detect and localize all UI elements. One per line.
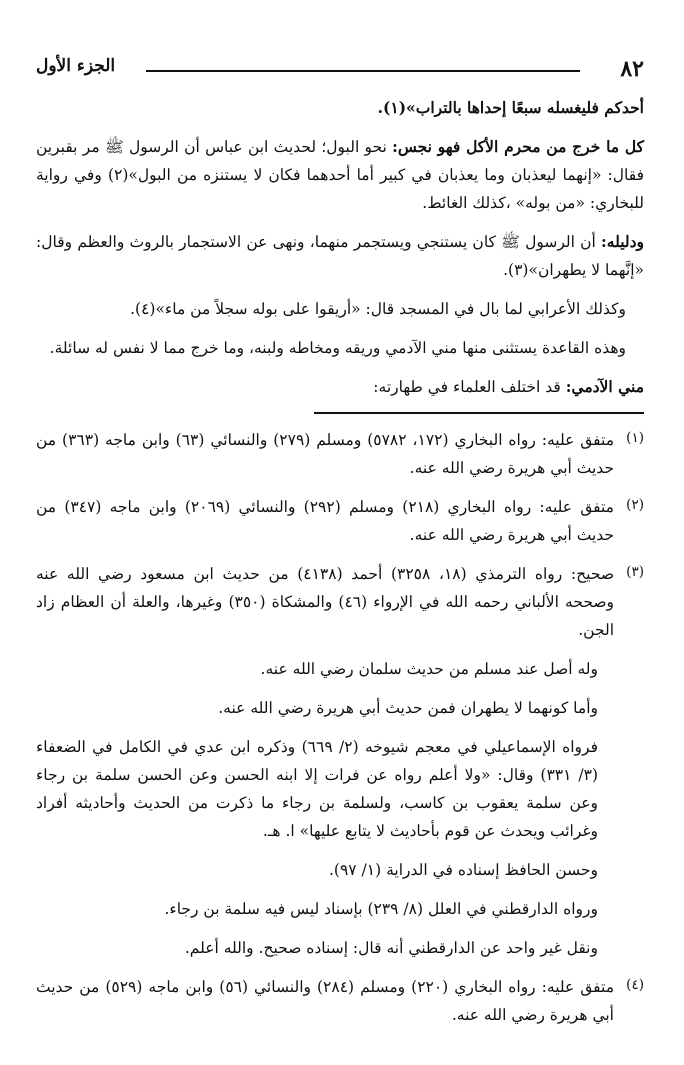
footnote-subtext: وأما كونهما لا يطهران فمن حديث أبي هريرة رضي الله عنه. (218, 699, 598, 717)
paragraph (36, 334, 644, 362)
footnote-number: (٢) (626, 497, 644, 513)
footnotes (36, 426, 644, 1029)
paragraph-lead: ودليله: (601, 232, 644, 251)
footnote-text: متفق عليه: رواه البخاري (١٧٢، ٥٧٨٢) ومسلم (٢٧٩) والنسائي (٦٣) وابن ماجه (٣٦٣) من حديث أبي هريرة رضي الله عنه. (36, 431, 614, 477)
paragraph-text: قد اختلف العلماء في طهارته: (373, 378, 566, 396)
page-body (36, 94, 644, 1040)
footnote-text: صحيح: رواه الترمذي (١٨، ٣٢٥٨) أحمد (٤١٣٨) من حديث ابن مسعود رضي الله عنه وصححه الألباني رحمه الله في الإرواء (٤٦) والمشكاة (٣٥٠) وغيرها، والعلة أن العظام زاد الجن. (36, 565, 614, 639)
paragraph-text: وكذلك الأعرابي لما بال في المسجد قال: «أريقوا على بوله سجلاً من ماء»(٤). (130, 300, 626, 318)
paragraph-text: أحدكم فليغسله سبعًا إحداها بالتراب»(١). (377, 98, 644, 117)
paragraph-text: أن الرسول ﷺ كان يستنجي ويستجمر منهما، ونهى عن الاستجمار بالروث والعظم وقال: «إنَّهما لا يطهران»(٣). (36, 233, 644, 279)
footnote-number: (١) (626, 430, 644, 446)
paragraph-text: وهذه القاعدة يستثنى منها مني الآدمي وريقه ومخاطه ولبنه، وما خرج مما لا نفس له سائلة. (49, 339, 626, 357)
header-rule (146, 70, 580, 72)
footnote-subtext: ورواه الدارقطني في العلل (٨/ ٢٣٩) بإسناد ليس فيه سلمة بن رجاء. (164, 900, 598, 918)
main-text (36, 94, 644, 401)
paragraph-lead: مني الآدمي: (565, 377, 644, 396)
footnote-number: (٤) (626, 977, 644, 993)
footnote-text: متفق عليه: رواه البخاري (٢٢٠) ومسلم (٢٨٤) والنسائي (٥٦) وابن ماجه (٥٢٩) من حديث أبي هريرة رضي الله عنه. (36, 978, 614, 1024)
footnote-subtext: وحسن الحافظ إسناده في الدراية (١/ ٩٧). (328, 861, 598, 879)
footnote-subtext: وله أصل عند مسلم من حديث سلمان رضي الله عنه. (260, 660, 598, 678)
page-number: ٨٢ (620, 56, 644, 82)
footnote (36, 973, 644, 1029)
paragraph (36, 94, 644, 122)
paragraph-text: نحو البول؛ لحديث ابن عباس أن الرسول ﷺ مر بقبرين فقال: «إنهما ليعذبان وما يعذبان في كبير أما أحدهما فكان لا يستنزه من البول»(٢) وفي رواية للبخاري: «من بوله» ،كذلك الغائط. (36, 138, 644, 212)
page-header (36, 56, 644, 86)
paragraph (36, 373, 644, 401)
footnote (36, 560, 644, 644)
footnote (36, 493, 644, 549)
paragraph (36, 295, 644, 323)
paragraph (36, 228, 644, 284)
footnote-number: (٣) (626, 564, 644, 580)
footnote (36, 426, 644, 482)
paragraph (36, 133, 644, 217)
footnote-text: متفق عليه: رواه البخاري (٢١٨) ومسلم (٢٩٢) والنسائي (٢٠٦٩) وابن ماجه (٣٤٧) من حديث أبي هريرة رضي الله عنه. (36, 498, 614, 544)
footnote-subtext: فرواه الإسماعيلي في معجم شيوخه (٢/ ٦٦٩) وذكره ابن عدي في الكامل في الضعفاء (٣/ ٣٣١) وقال: «ولا أعلم رواه عن فرات إلا ابنه الحسن وعن الحسن سلمة بن رجاء وعن سلمة يعقوب بن كاسب، ولسلمة بن رجاء ما ذكرت من الحديث وأحاديثه أفراد وغرائب ويحدث عن قوم بأحاديث لا يتابع عليها» ا. هـ. (36, 738, 599, 840)
paragraph-lead: كل ما خرج من محرم الأكل فهو نجس: (392, 137, 644, 156)
footnote-rule (314, 412, 644, 414)
volume-title: الجزء الأول (36, 56, 116, 76)
footnote-subtext: ونقل غير واحد عن الدارقطني أنه قال: إسناده صحيح. والله أعلم. (184, 939, 598, 957)
